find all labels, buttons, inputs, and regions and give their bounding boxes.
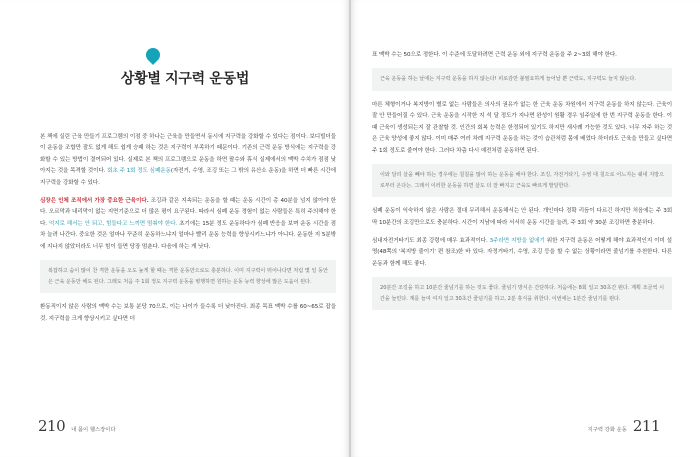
highlight-text: 억지로 해서는 안 되고, 힘들다고 느끼면 멈춰야 한다.	[48, 220, 178, 227]
highlight-text: 3주라면 지방을 없애기	[489, 238, 545, 245]
paragraph-text: 초기에는 15분 정도 운동하다가 심폐 반응을 보며 운동 시간을 점차 늘려 나간다. 중요한 것은 얼마나 꾸준히 운동하느냐지 얼마나 빨리 운동 능력을 향상시키느냐가 아니다. 운동한 지 5분밖에 지나지 않았더라도 너무 힘이 들면 당장 멈춘다. 다음에 하는 게 낫다.	[40, 220, 336, 250]
left-folio	[38, 417, 115, 435]
paragraph: 심폐 운동이 익숙하지 않은 사람은 절대 무리해서 운동해서는 안 된다. 개인마다 정확 리듬이 다르긴 하지만 처음에는 주 3회 딱 10분간의 조깅만으로도 충분하다. 시간이 지남에 따라 서서히 운동 시간을 늘려, 주 3회 약 30분 조깅하면 충분하다.	[372, 208, 672, 226]
paragraph	[40, 196, 336, 253]
emphasis-text: 심장은 인체 조직에서 가장 중요한 근육이다.	[40, 198, 149, 205]
note-box: 근육 운동을 하는 날에는 지구력 운동을 하지 않는다! 피로감만 불필요하게 늘어날 뿐 근력도, 지구력도 늘지 않는다.	[372, 68, 672, 91]
drop-marker-icon	[143, 45, 163, 65]
paragraph	[40, 132, 336, 189]
right-column	[372, 50, 672, 319]
paragraph-text: 본 책에 실린 근육 만들기 프로그램의 이점 중 하나는 근육을 만들면서 동시에 지구력을 강화할 수 있다는 점이다. 보디빌더들이 운동을 조합만 잘도 없게 해도 쉽게 승패 하는 것은 지구력이 부족하기 때문이다. 기존의 근력 운동 방식에는 지구력을 강화할 수 있는 방법이 결여되어 있다. 실제로 본 책의 프로그램으로 운동을 하면 팔수와 휴식 실제에서의 맥박 수치가 점점 낮아지는 것을 목격할 것이다.	[40, 134, 336, 175]
paragraph-text: 위한 지구력 운동은 어떻게 해야 효과적인지 이미 설명(48쪽의 '복지방 줄이기' 편 참조)한 바 있다. 자정거타기, 수영, 조깅 등을 할 수 없는 상황이라면 줄넘기를 추천한다. 다른 운동과 함께 해도 좋다.	[372, 238, 672, 267]
running-head: 지구력 강화 운동	[587, 427, 627, 433]
left-page	[0, 0, 349, 457]
running-head: 내 몸이 헬스장이다	[71, 427, 116, 433]
page-number: 211	[632, 417, 660, 435]
note-box: 복잡하고 숨이 많이 찬 격한 운동을 오도 높게 할 때는 격한 운동만으로도 충분하다. 이미 지구력이 뛰어나다면 처럼 몇 일 동안은 근육 운동만 해도 된다. 그래도 처음 주 1회 정도 지구력 운동을 병행하면 원하는 운동 능력 향상에 많은 도움이 된다.	[40, 260, 336, 293]
note-box: 20분간 조깅을 하고 10분간 줄넘기를 하는 것도 좋다. 줄넘기 방식은 간단하다. 처음에는 8회 일고 30초간 뛴다. 계획 조금씩 시간을 늘린다. 계를 늘여 여지 일고 30초간 줄넘기를 하고, 2분 휴식을 취한다. 이번에는 1분간 줄넘기를 뛴다.	[372, 277, 672, 310]
paragraph-text: 심내자전거타기도 최종 강령에 매우 효과적이다.	[372, 238, 490, 245]
paragraph-text: (자전거, 수영, 조깅 또는 그 밖의 유산소 운동)을 하면 더 빠른 시간에 지구력을 강화할 수 있다.	[40, 168, 336, 186]
note-box: 이와 달리 살을 빼야 하는 경우에는 칠칠을 많이 하는 운동을 해야 한다. 조깅, 자전거타기, 수영 대 칠으로 어느지는 쉐네 지방으로부터 온다는. 그래서 이러한 운동을 하면 살도 더 잘 빠지고 근육도 빠르게 발달한다.	[372, 164, 672, 197]
paragraph: 마른 체형이거나 복지방이 별로 없는 사람들은 의사의 권유가 없는 한 근육 운동 차원에서 지구력 운동을 하지 않는다. 근육이 잘 안 만들어질 수 있다. 근육 운동을 시작한 지 석 달 정도가 지나면 완성이 원활 경우 임주일에 한 번 지구력 운동을 한다. 이때 근육이 생성되는지 잘 관찰할 것. 인간의 회복 능력은 한정되어 있기도 하지만 새사례 가능한 것도 있다. 너무 자주 하는 것은 근육 양성에 좋지 않다. 이미 매주 여러 차례 지구력 운동을 하는 것이 습관처럼 몸에 배었다 하더라도 근육을 만들고 싶다면 주 1회 정도로 줄여야 한다. 그러다 차츰 다시 예전처럼 운동하면 된다.	[372, 102, 672, 154]
highlight-text: 회초 주 1회 정도 심폐운동	[107, 168, 171, 175]
right-page	[351, 0, 700, 457]
page-number: 210	[38, 417, 66, 435]
paragraph	[372, 236, 672, 270]
paragraph: 표 맥박 수는 50으로 정한다. 이 수준에 도달하려면 근력 운동 외에 지구력 운동을 주 2~3회 해야 한다.	[372, 52, 617, 58]
left-column	[40, 132, 336, 332]
paragraph: 환동직이지 않은 사람의 맥박 수는 보통 분당 70으로, 이는 나이가 들수록 더 낮아진다. 최종 목표 맥박 수를 60~65로 잡을 것. 지구력을 크게 향상시키고 싶다면 더	[40, 304, 336, 322]
section-title: 상황별 지구력 운동법	[120, 71, 250, 87]
paragraph-text: 조깅과 같은 지속되는 운동을 할 때는 운동 시간이 총 40분을 넘지 않아야 한다. 오르막과 내리막이 없는 지면기준으로 더 많은 평이 요구된다. 따라서 심폐 운동 경험이 없는 사람들은 특히 주의해야 한다.	[40, 198, 336, 227]
right-folio	[588, 417, 660, 435]
